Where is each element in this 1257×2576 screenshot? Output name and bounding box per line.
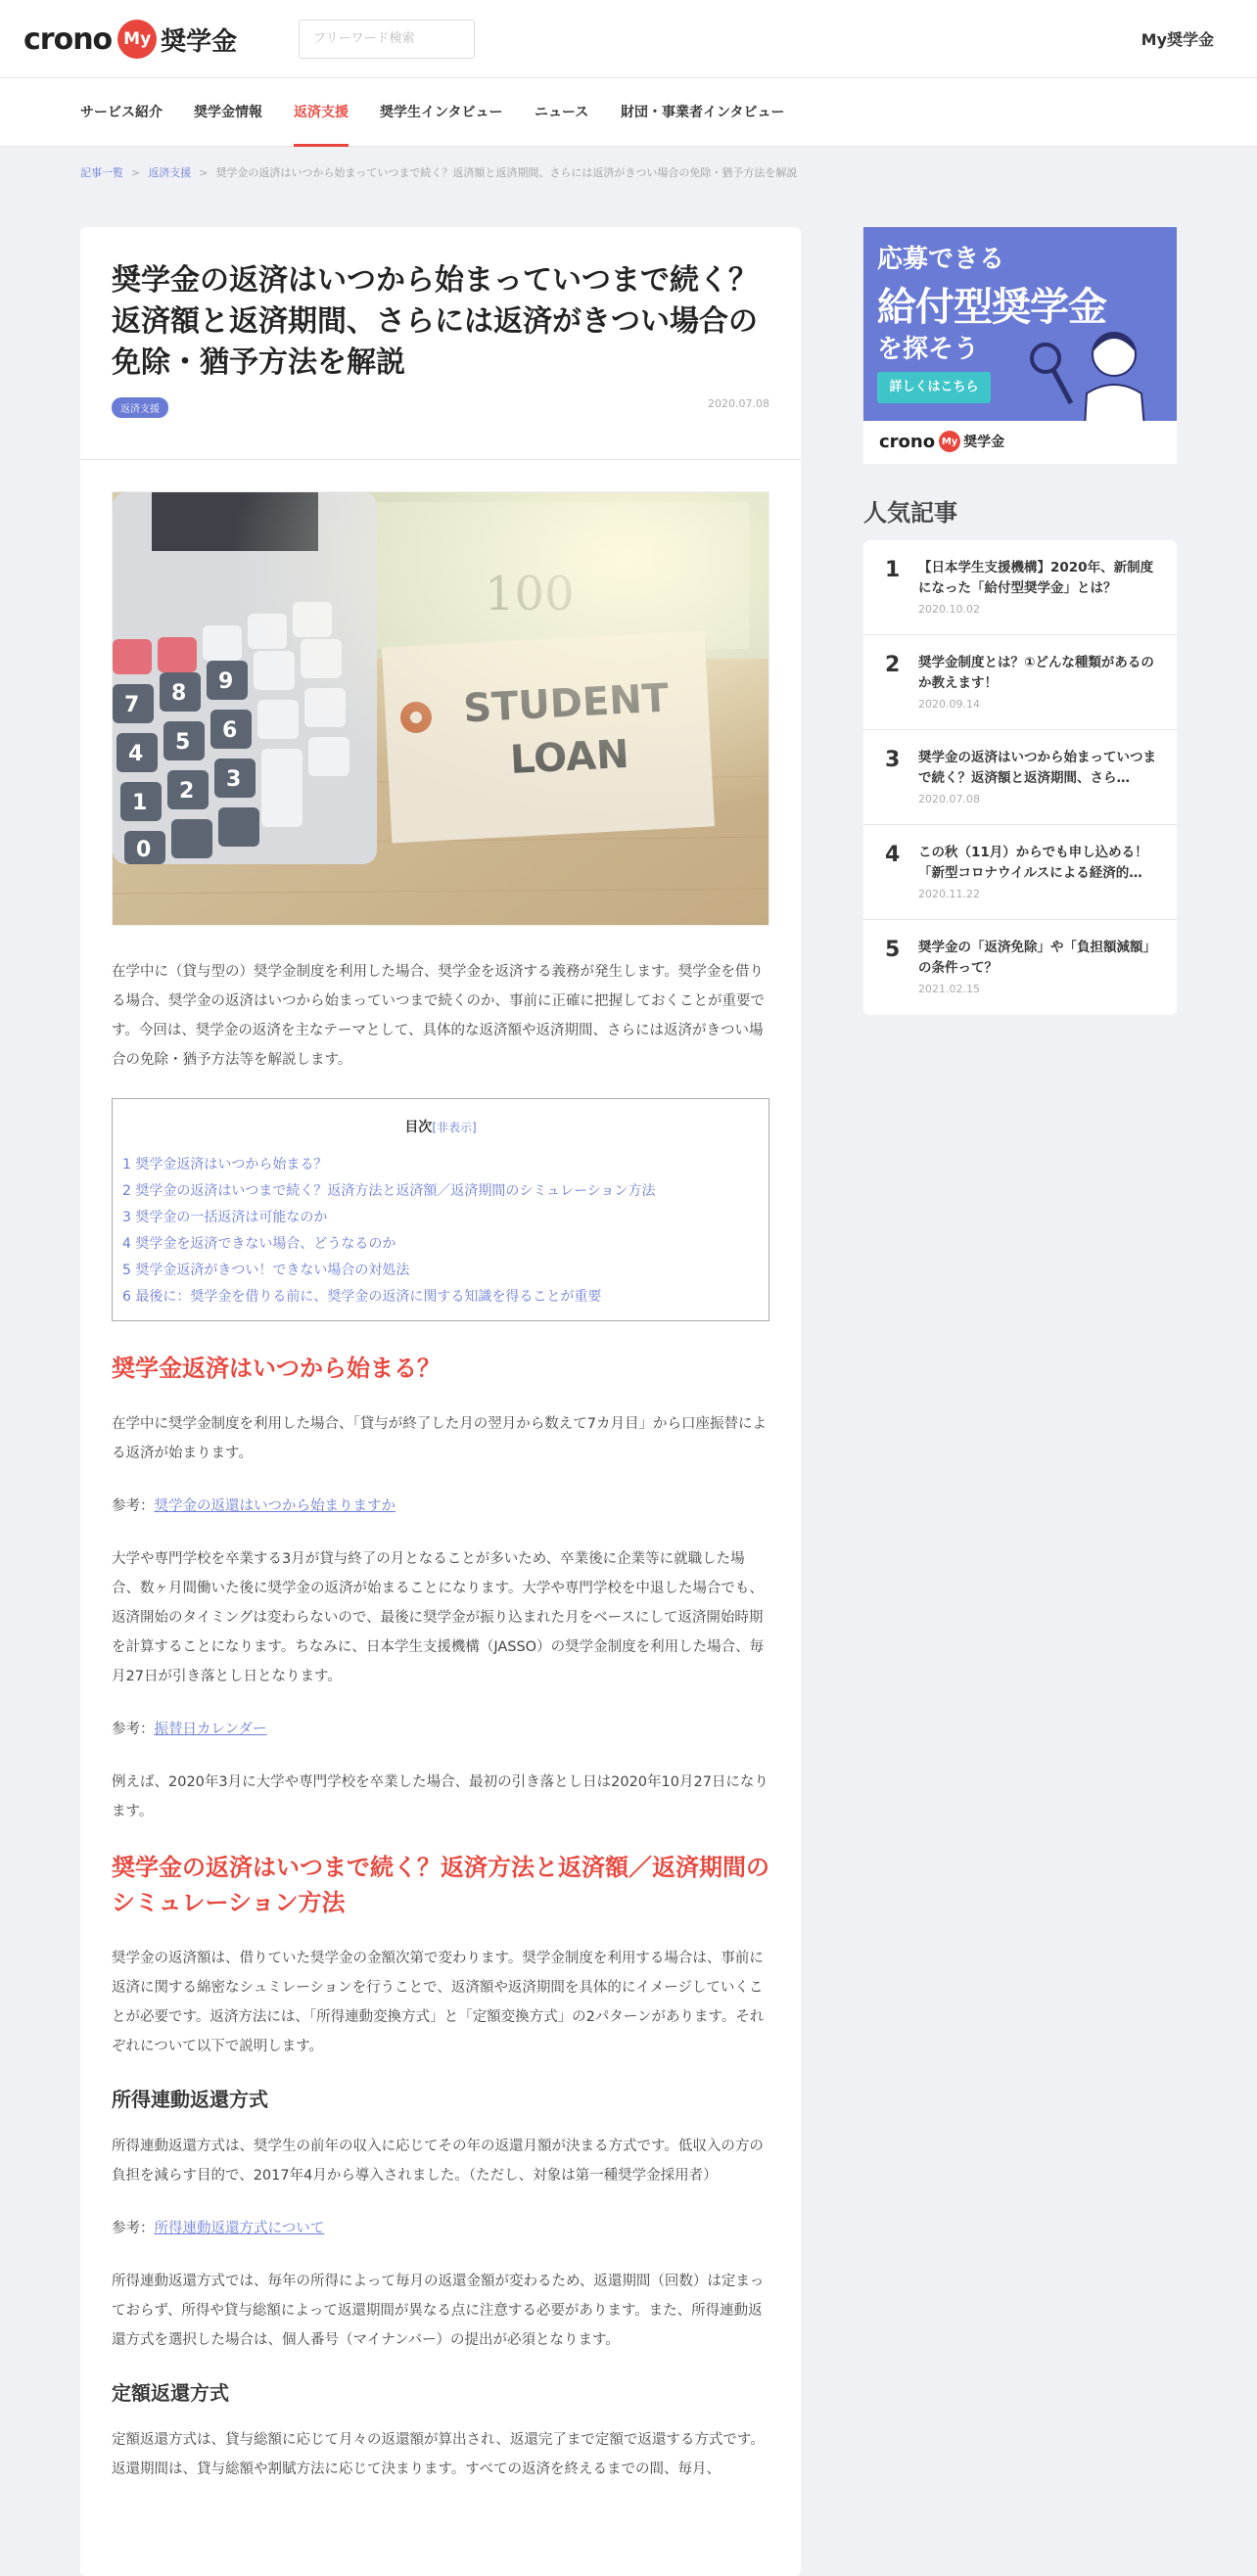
logo-crono: crono bbox=[23, 22, 113, 57]
popular-item[interactable] bbox=[863, 920, 1177, 1015]
reference-label: 参考： bbox=[112, 1498, 155, 1514]
main-nav bbox=[0, 78, 1257, 147]
nav-item-repayment[interactable]: 返済支援 bbox=[294, 78, 349, 147]
banner-logo bbox=[879, 431, 1004, 452]
paragraph: 奨学金の返済額は、借りていた奨学金の金額次第で変わります。奨学金制度を利用する場合は、事前に返済に関する綿密なシュミレーションを行うことで、返済額や返済期間を具体的にイメージしていくことが必要です。返済方法には、「所得連動変換方式」と「定額変換方式」の2パターンがあります。それぞれについて以下で説明します。 bbox=[112, 1951, 765, 2054]
intro-paragraph: 在学中に（貸与型の）奨学金制度を利用した場合、奨学金を返済する義務が発生します。奨学金を借りる場合、奨学金の返済はいつから始まっていつまで続くのか、事前に正確に把握しておくことが重要です。今回は、奨学金の返済を主なテーマとして、具体的な返済額や返済期間、さらには返済がきつい場合の免除・猶予方法等を解説します。 bbox=[112, 964, 765, 1068]
toc-item[interactable]: 1 奨学金返済はいつから始まる？ bbox=[122, 1157, 328, 1173]
logo-my-badge: My bbox=[117, 20, 157, 59]
article-card bbox=[80, 227, 801, 2576]
paragraph: 例えば、2020年3月に大学や専門学校を卒業した場合、最初の引き落とし日は2020年10月27日になります。 bbox=[112, 1774, 768, 1819]
toc-item[interactable]: 4 奨学金を返済できない場合、どうなるのか bbox=[122, 1236, 396, 1252]
banner-footer bbox=[863, 421, 1177, 464]
breadcrumb-category[interactable]: 返済支援 bbox=[148, 166, 192, 179]
popular-date: 2020.11.22 bbox=[918, 888, 980, 900]
banner-line-1: 応募できる bbox=[877, 245, 1005, 274]
my-scholarship-link[interactable]: My奨学金 bbox=[1141, 30, 1214, 49]
nav-item-foundation[interactable]: 財団・事業者インタビュー bbox=[621, 105, 785, 120]
popular-title[interactable]: 【日本学生支援機構】2020年、新制度になった「給付型奨学金」とは？ bbox=[918, 560, 1154, 596]
article-date: 2020.07.08 bbox=[708, 397, 769, 410]
scholarship-banner[interactable] bbox=[863, 227, 1177, 464]
popular-title[interactable]: この秋（11月）からでも申し込める！「新型コロナウイルスによる経済的… bbox=[918, 845, 1148, 881]
popular-rank: 1 bbox=[885, 558, 901, 582]
popular-rank: 4 bbox=[885, 843, 901, 867]
breadcrumb-home[interactable]: 記事一覧 bbox=[80, 166, 123, 179]
nav-item-scholarship-info[interactable]: 奨学金情報 bbox=[194, 105, 262, 120]
article-title: 奨学金の返済はいつから始まっていつまで続く？返済額と返済期間、さらには返済がきつい場合の免除・猶予方法を解説 bbox=[112, 263, 758, 380]
article-body bbox=[112, 957, 769, 2507]
breadcrumb-separator: > bbox=[131, 166, 141, 179]
toc-heading bbox=[122, 1113, 759, 1142]
popular-date: 2020.09.14 bbox=[918, 698, 980, 711]
site-logo[interactable] bbox=[23, 19, 237, 60]
reference-label: 参考： bbox=[112, 1722, 155, 1737]
popular-item[interactable] bbox=[863, 825, 1177, 920]
reference-label: 参考： bbox=[112, 2221, 155, 2236]
popular-date: 2020.10.02 bbox=[918, 603, 980, 616]
article-header bbox=[80, 227, 801, 460]
popular-rank: 2 bbox=[885, 653, 901, 677]
paragraph: 所得連動返還方式は、奨学生の前年の収入に応じてその年の返還月額が決まる方式です。低収入の方の負担を減らす目的で、2017年4月から導入されました。（ただし、対象は第一種奨学金採用者） bbox=[112, 2139, 764, 2184]
reference-link[interactable]: 振替日カレンダー bbox=[154, 1722, 267, 1737]
search-input[interactable]: フリーワード検索 bbox=[299, 20, 475, 59]
breadcrumb-separator: > bbox=[199, 166, 209, 179]
popular-title[interactable]: 奨学金制度とは？①どんな種類があるのか教えます！ bbox=[918, 655, 1154, 691]
section-heading: 奨学金の返済はいつまで続く？返済方法と返済額／返済期間のシミュレーション方法 bbox=[112, 1854, 769, 1916]
paragraph: 在学中に奨学金制度を利用した場合、「貸与が終了した月の翌月から数えて7カ月目」から口座振替による返済が始まります。 bbox=[112, 1416, 767, 1461]
popular-date: 2020.07.08 bbox=[918, 793, 980, 805]
subsection-heading: 所得連動返還方式 bbox=[112, 2088, 268, 2111]
banner-logo-my: My bbox=[939, 431, 960, 452]
logo-text: 奨学金 bbox=[161, 26, 238, 57]
nav-item-service[interactable]: サービス紹介 bbox=[80, 105, 163, 120]
reference-link[interactable]: 所得連動返還方式について bbox=[154, 2221, 325, 2236]
top-header bbox=[0, 0, 1257, 78]
toc-toggle[interactable]: [非表示] bbox=[432, 1121, 477, 1134]
paragraph: 定額返還方式は、貸与総額に応じて月々の返還額が算出され、返還完了まで定額で返還する方式です。返還期間は、貸与総額や割賦方法に応じて決まります。すべての返済を終えるまでの間、毎月、 bbox=[112, 2432, 765, 2477]
banner-line-3: を探そう bbox=[877, 335, 980, 364]
popular-date: 2021.02.15 bbox=[918, 983, 980, 995]
table-of-contents bbox=[112, 1098, 769, 1321]
breadcrumb bbox=[80, 164, 797, 180]
popular-rank: 5 bbox=[885, 938, 901, 962]
hero-image bbox=[112, 491, 769, 926]
popular-list bbox=[863, 540, 1177, 1015]
popular-item[interactable] bbox=[863, 635, 1177, 730]
popular-title[interactable]: 奨学金の「返済免除」や「負担額減額」の条件って？ bbox=[918, 940, 1156, 976]
toc-item[interactable]: 2 奨学金の返済はいつまで続く？返済方法と返済額／返済期間のシミュレーション方法 bbox=[122, 1183, 656, 1199]
popular-item[interactable] bbox=[863, 540, 1177, 635]
subsection-heading: 定額返還方式 bbox=[112, 2381, 229, 2405]
toc-title: 目次 bbox=[404, 1120, 433, 1135]
popular-item[interactable] bbox=[863, 730, 1177, 825]
banner-details-button[interactable]: 詳しくはこちら bbox=[877, 372, 991, 403]
nav-item-news[interactable]: ニュース bbox=[535, 105, 589, 120]
popular-rank: 3 bbox=[885, 748, 901, 772]
popular-title[interactable]: 奨学金の返済はいつから始まっていつまで続く？返済額と返済期間、さら… bbox=[918, 750, 1156, 786]
category-badge[interactable]: 返済支援 bbox=[112, 397, 168, 418]
banner-line-2: 給付型奨学金 bbox=[877, 285, 1106, 330]
reference-link[interactable]: 奨学金の返還はいつから始まりますか bbox=[154, 1498, 396, 1514]
reference-line bbox=[112, 2214, 769, 2243]
reference-line bbox=[112, 1715, 769, 1744]
reference-line bbox=[112, 1492, 769, 1521]
toc-item[interactable]: 6 最後に：奨学金を借りる前に、奨学金の返済に関する知識を得ることが重要 bbox=[122, 1289, 602, 1305]
breadcrumb-current: 奨学金の返済はいつから始まっていつまで続く？返済額と返済期間、さらには返済がきつい場合の免除・猶予方法を解説 bbox=[215, 166, 798, 179]
toc-item[interactable]: 3 奨学金の一括返済は可能なのか bbox=[122, 1210, 328, 1225]
paragraph: 大学や専門学校を卒業する3月が貸与終了の月となることが多いため、卒業後に企業等に就職した場合、数ヶ月間働いた後に奨学金の返済が始まることになります。大学や専門学校を中退した場合でも、返済開始のタイミングは変わらないので、最後に奨学金が振り込まれた月をベースにして返済開始時期を計算することになります。ちなみに、日本学生支援機構（JASSO）の奨学金制度を利用した場合、毎月27日が引き落とし日となります。 bbox=[112, 1551, 765, 1684]
paragraph: 所得連動返還方式では、毎年の所得によって毎月の返還金額が変わるため、返還期間（回数）は定まっておらず、所得や貸与総額によって返還期間が異なる点に注意する必要があります。また、所得連動返還方式を選択した場合は、個人番号（マイナンバー）の提出が必須となります。 bbox=[112, 2274, 765, 2348]
nav-item-interviews[interactable]: 奨学生インタビュー bbox=[380, 105, 503, 120]
section-heading: 奨学金返済はいつから始まる？ bbox=[112, 1355, 441, 1382]
popular-heading: 人気記事 bbox=[863, 499, 957, 527]
toc-item[interactable]: 5 奨学金返済がきつい！できない場合の対処法 bbox=[122, 1263, 410, 1278]
banner-logo-text: 奨学金 bbox=[963, 435, 1005, 450]
banner-logo-crono: crono bbox=[879, 431, 936, 452]
